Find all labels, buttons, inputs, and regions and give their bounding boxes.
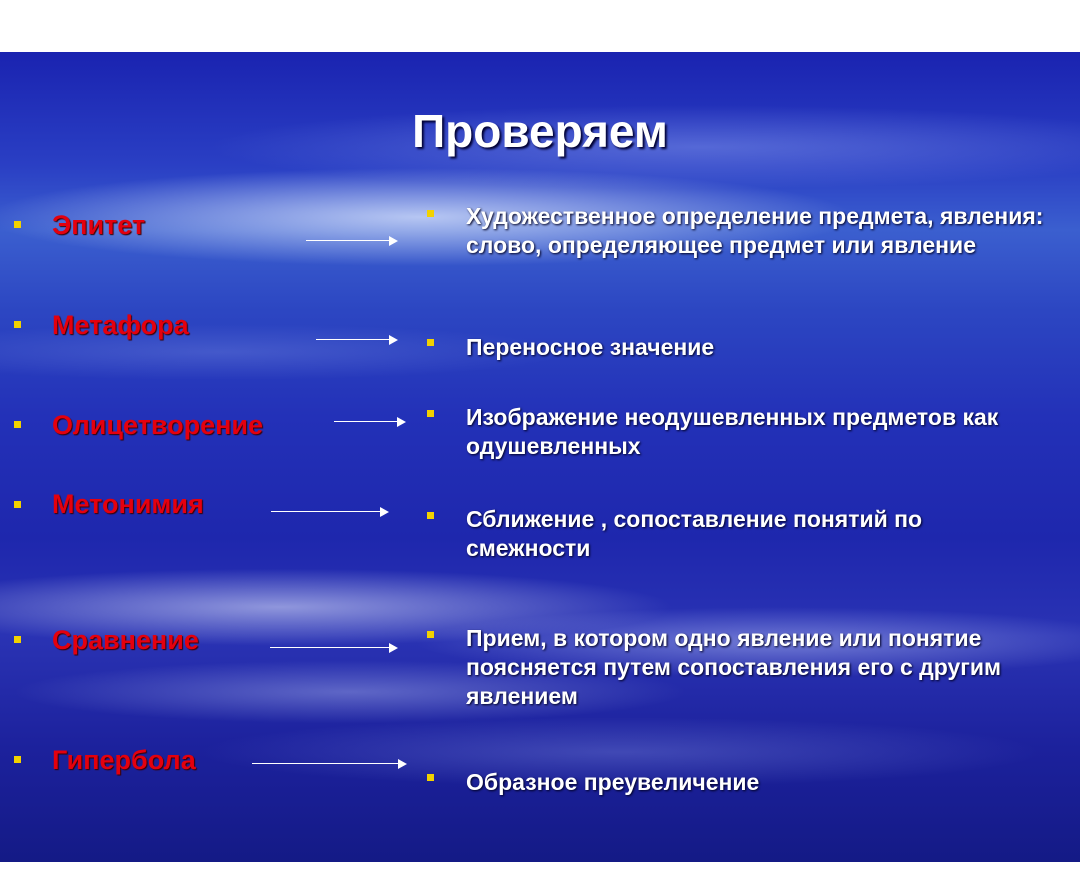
term-bullet (14, 221, 21, 228)
definition-bullet (427, 774, 434, 781)
term-bullet (14, 636, 21, 643)
definition-hyperbole: Образное преувеличение (466, 769, 760, 795)
definition-epithet: Художественное определение предмета, явления: слово, определяющее предмет или явление (466, 203, 1044, 258)
term-hyperbole: Гипербола (52, 745, 196, 775)
definition-bullet (427, 410, 434, 417)
term-personification: Олицетворение (52, 410, 264, 440)
arrow-right-icon (316, 335, 398, 345)
term-metaphor: Метафора (52, 310, 189, 340)
term-epithet: Эпитет (52, 210, 146, 240)
slide-title: Проверяем (412, 105, 668, 157)
term-metonymy: Метонимия (52, 489, 204, 519)
term-bullet (14, 321, 21, 328)
arrow-right-icon (271, 507, 389, 517)
definition-bullet (427, 631, 434, 638)
arrow-right-icon (252, 759, 407, 769)
arrow-right-icon (306, 236, 398, 246)
definition-personification: Изображение неодушевленных предметов как одушевленных (466, 404, 999, 459)
definition-metonymy: Сближение , сопоставление понятий по смежности (466, 506, 923, 561)
arrow-right-icon (334, 417, 406, 427)
term-bullet (14, 501, 21, 508)
term-comparison: Сравнение (52, 625, 199, 655)
definition-comparison: Прием, в котором одно явление или понятие поясняется путем сопоставления его с другим явлением (466, 625, 1001, 709)
term-bullet (14, 756, 21, 763)
definition-bullet (427, 339, 434, 346)
definition-metaphor: Переносное значение (466, 334, 715, 360)
slide (0, 52, 1080, 862)
definition-bullet (427, 210, 434, 217)
definition-bullet (427, 512, 434, 519)
arrow-right-icon (270, 643, 398, 653)
term-bullet (14, 421, 21, 428)
